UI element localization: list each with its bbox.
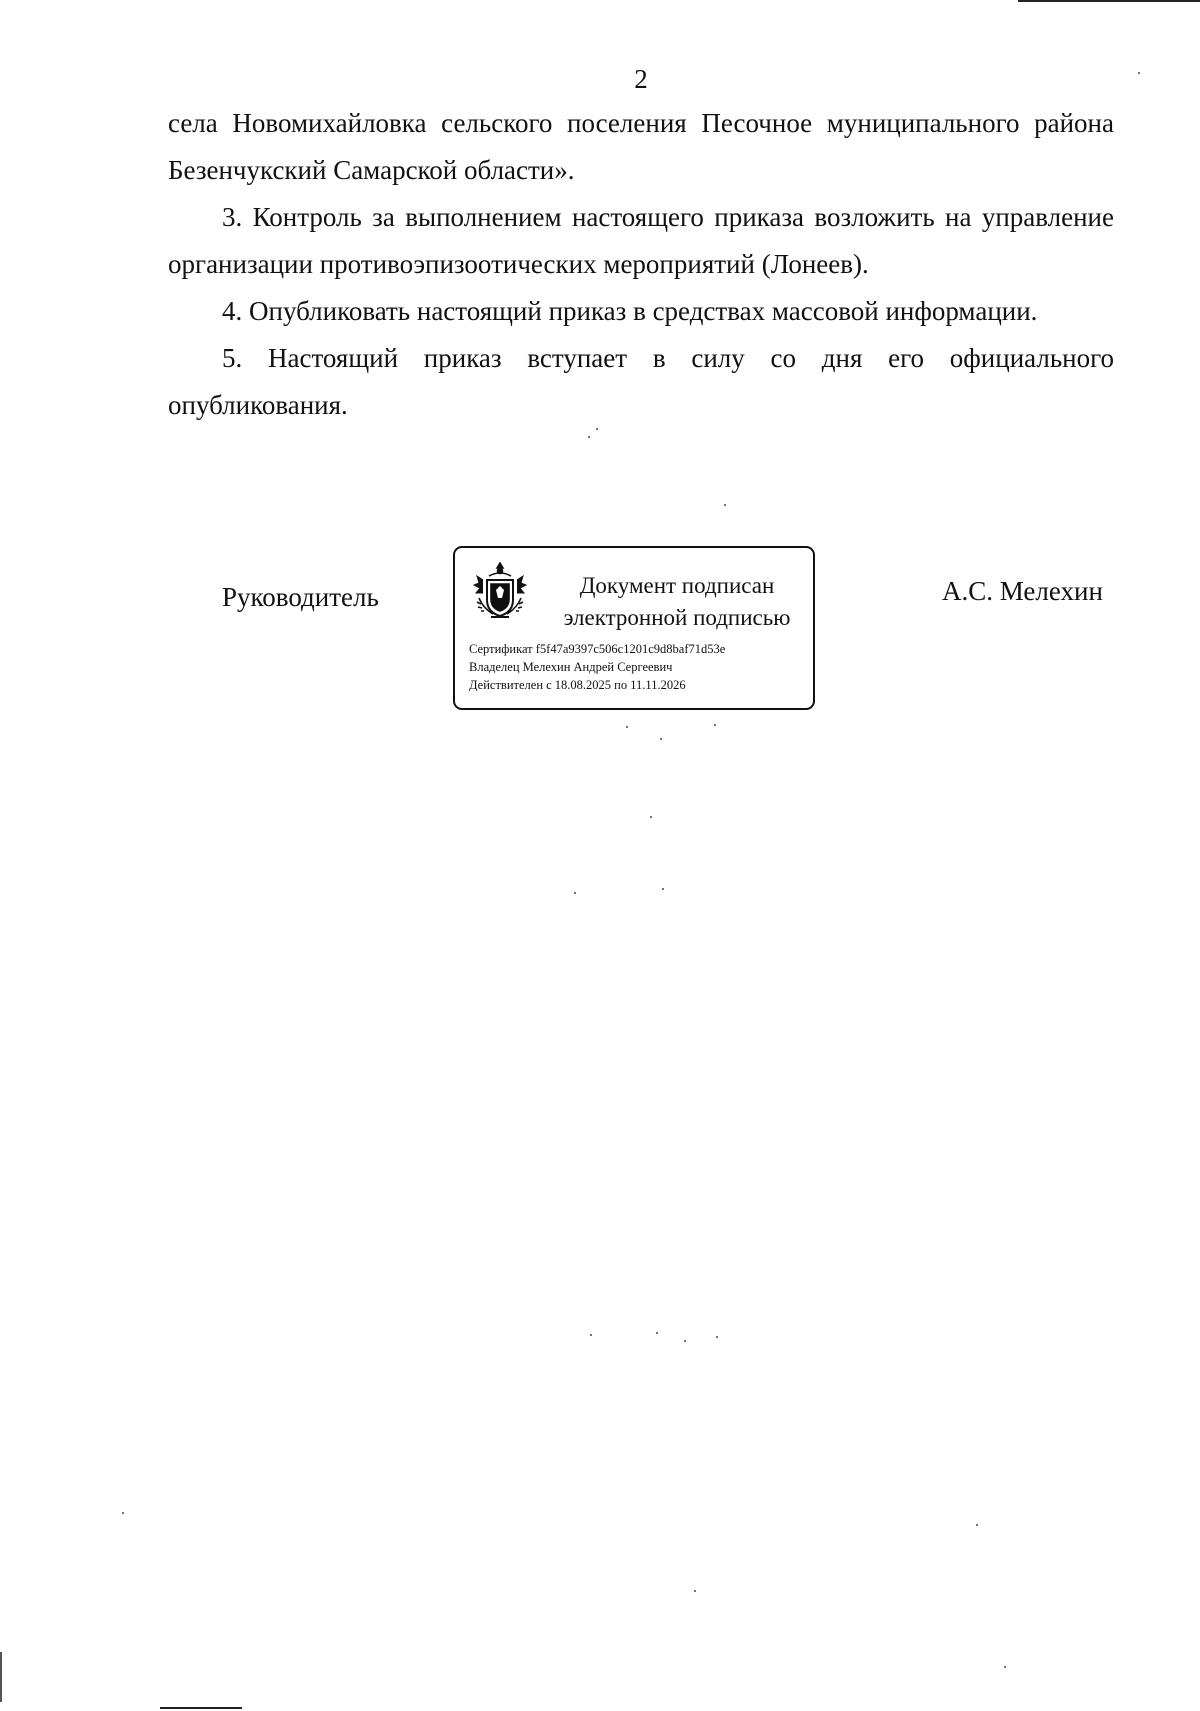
scan-speck: [714, 724, 716, 726]
stamp-certificate: Сертификат f5f47a9397c506c1201c9d8baf71d53e: [469, 642, 726, 656]
paragraph-continuation: села Новомихайловка сельского поселения Песочное муниципального района Безенчукский Самарской области».: [168, 108, 1114, 185]
stamp-details: [469, 640, 725, 694]
scan-speck: [660, 738, 662, 740]
paragraph-4: 4. Опубликовать настоящий приказ в средствах массовой информации.: [222, 296, 1038, 326]
page-number: 2: [634, 64, 648, 94]
scan-speck: [574, 892, 576, 894]
electronic-signature-stamp: [453, 546, 815, 710]
scan-speck: [1004, 1666, 1006, 1668]
stamp-title-line1: Документ подписан: [579, 573, 775, 598]
scan-speck: [596, 428, 598, 430]
scan-speck: [716, 1336, 718, 1338]
scan-speck: [976, 1524, 978, 1526]
scan-speck: [694, 1590, 696, 1592]
paragraph-5: 5. Настоящий приказ вступает в силу со дня его официального опубликования.: [168, 343, 1114, 420]
scan-edge-left: [0, 1652, 2, 1702]
paragraph-3: 3. Контроль за выполнением настоящего приказа возложить на управление организации противоэпизоотических мероприятий (Лонеев).: [168, 202, 1114, 279]
stamp-validity: Действителен с 18.08.2025 по 11.11.2026: [469, 678, 686, 692]
scan-speck: [1138, 72, 1140, 74]
scan-speck: [588, 436, 590, 438]
stamp-title-line2: электронной подписью: [563, 605, 791, 630]
signer-name: А.С. Мелехин: [942, 576, 1103, 606]
scan-speck: [662, 888, 664, 890]
document-body: [168, 100, 1114, 429]
coat-of-arms-icon: [469, 560, 531, 622]
scan-speck: [656, 1332, 658, 1334]
stamp-owner: Владелец Мелехин Андрей Сергеевич: [469, 660, 673, 674]
scan-speck: [650, 816, 652, 818]
scan-speck: [626, 726, 628, 728]
scan-edge-top-right: [1018, 0, 1200, 2]
stamp-title: [541, 570, 813, 634]
scan-speck: [724, 504, 726, 506]
signer-position: Руководитель: [222, 582, 379, 612]
scan-speck: [590, 1334, 592, 1336]
scan-edge-bottom-left: [160, 1707, 242, 1709]
scan-speck: [684, 1340, 686, 1342]
scan-speck: [122, 1512, 124, 1514]
